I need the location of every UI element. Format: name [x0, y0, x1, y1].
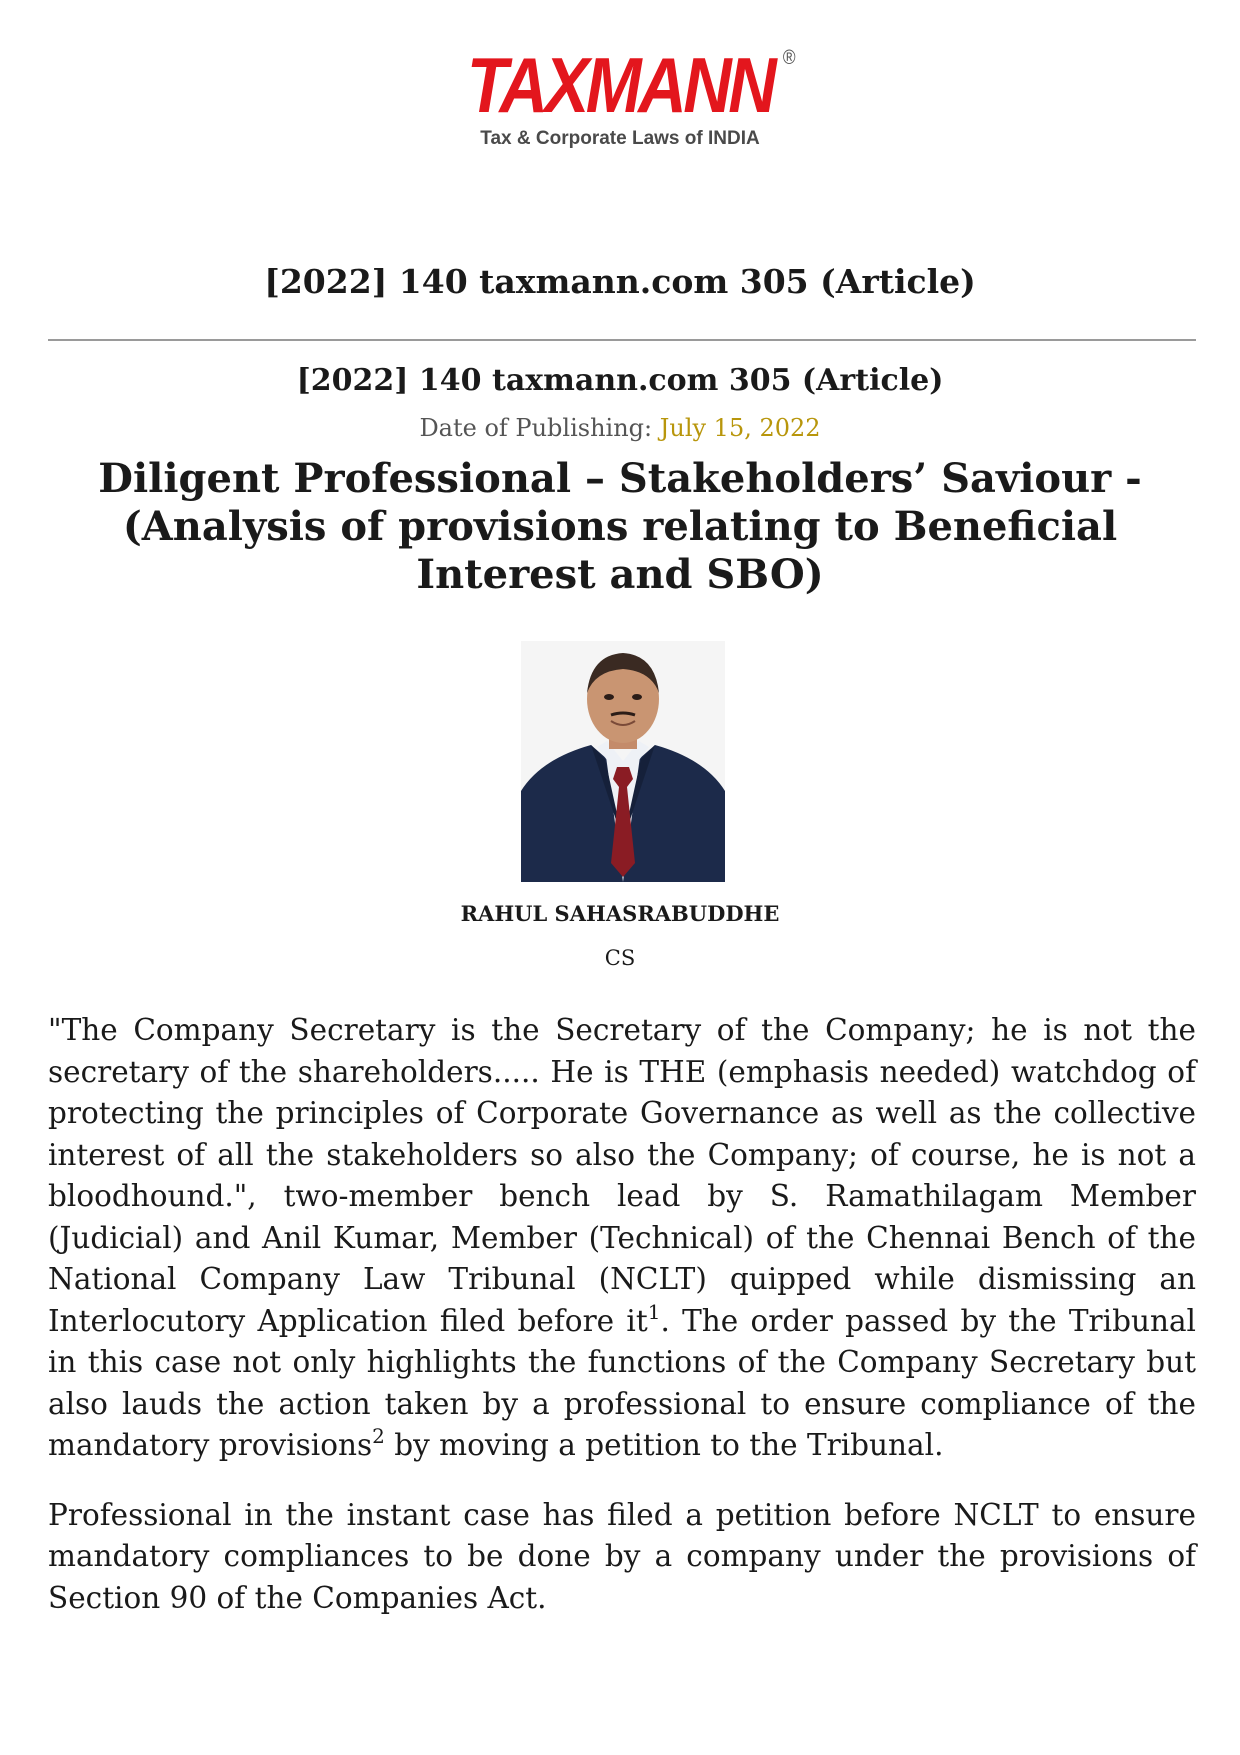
author-designation: CS — [604, 946, 636, 970]
paragraph-1-text-b: . The order passed by the Tribunal in this case not only highlights the functions of the Company Secretary but also lauds the action taken by a professional to ensure compliance of the mandatory provisions — [48, 1303, 1196, 1462]
article-citation: [2022] 140 taxmann.com 305 (Article) — [296, 363, 944, 398]
author-photo — [521, 641, 725, 882]
logo-brand-text: TAXMANN — [466, 41, 774, 129]
paragraph-1-text-c: by moving a petition to the Tribunal. — [384, 1428, 944, 1462]
article-title: Diligent Professional – Stakeholders’ Saviour - (Analysis of provisions relating to Beneficial Interest and SBO) — [98, 455, 1142, 598]
registered-mark: ® — [782, 47, 796, 69]
header-divider — [48, 339, 1196, 341]
author-name: RAHUL SAHASRABUDDHE — [460, 901, 780, 926]
header-citation: [2022] 140 taxmann.com 305 (Article) — [264, 262, 976, 301]
publishing-date-label: Date of Publishing: — [419, 414, 660, 442]
paragraph-1-text-a: "The Company Secretary is the Secretary of the Company; he is not the secretary of the shareholders..... He is THE (emphasis needed) watchdog of protecting the principles of Corporate Governance as well as the collective interest of all the stakeholders so also the Company; of course, he is not a bloodhound.", two-member bench lead by S. Ramathilagam Member (Judicial) and Anil Kumar, Member (Technical) of the Chennai Bench of the National Company Law Tribunal (NCLT) quipped while dismissing an Interlocutory Application filed before it — [48, 1013, 1196, 1338]
logo-tagline: Tax & Corporate Laws of INDIA — [480, 128, 760, 149]
logo-wordmark — [466, 41, 796, 129]
footnote-ref-2[interactable]: 2 — [372, 1424, 385, 1448]
footnote-ref-1[interactable]: 1 — [647, 1299, 661, 1324]
author-portrait-icon — [521, 641, 725, 882]
publishing-date — [0, 412, 1240, 444]
paragraph-2: Professional in the instant case has filed a petition before NCLT to ensure mandatory compliances to be done by a company under the provisions of Section 90 of the Companies Act. — [48, 1497, 1196, 1615]
publishing-date-value: July 15, 2022 — [659, 414, 821, 442]
paragraph-1 — [48, 1010, 1196, 1467]
taxmann-logo[interactable] — [0, 41, 1240, 150]
article-body — [48, 1010, 1196, 1647]
